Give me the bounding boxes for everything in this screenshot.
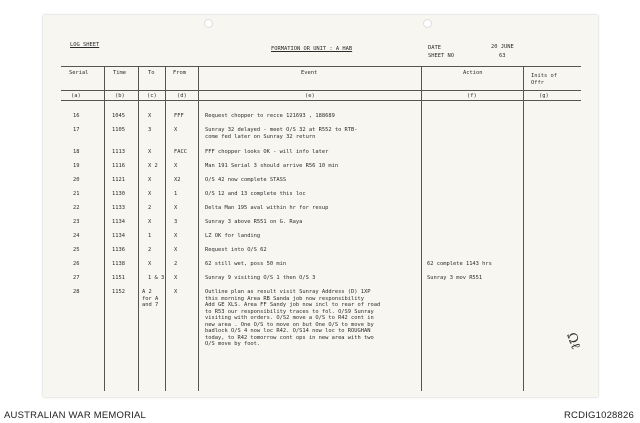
serial-cell: 27 [73,275,80,281]
log-sheet-page [43,15,598,397]
from-cell: X [174,289,178,295]
event-line: Add GE XLS. Area FF Sandy job now incl to rear of road [205,302,381,308]
serial-cell: 25 [73,247,80,253]
to-cell: X [148,177,152,183]
column-divider [523,66,524,391]
column-divider [104,66,105,391]
event-line: FFF chopper looks OK - will info later [205,149,329,155]
serial-cell: 21 [73,191,80,197]
time-cell: 1116 [112,163,125,169]
col-header-event: Event [301,70,318,76]
date-label: DATE [428,45,441,51]
col-letter: (c) [147,93,157,99]
event-line: to R53 our responsibility traces to fol. O/S9 Sunray [205,308,374,315]
serial-cell: 17 [73,127,80,133]
col-letter: (a) [71,93,81,99]
from-cell: FFF [174,113,184,119]
time-cell: 1113 [112,149,125,155]
col-header-inits: Inits of Offr [531,73,557,86]
footer-source: AUSTRALIAN WAR MEMORIAL [4,410,147,421]
serial-cell: 22 [73,205,80,211]
event-line: Sunray 9 visiting O/S 1 then O/S 3 [205,275,316,281]
time-cell: 1133 [112,205,125,211]
time-cell: 1136 [112,247,125,253]
to-cell: X 2 [148,163,158,169]
serial-cell: 20 [73,177,80,183]
time-cell: 1134 [112,219,125,225]
event-line: O/S 12 and 13 complete this loc [205,191,306,197]
event-line: today, to R42 tomorrow cont ops in new area with two [205,334,374,341]
col-header-action: Action [463,70,483,76]
from-cell: 2 [174,261,178,267]
serial-cell: 26 [73,261,80,267]
column-divider [421,66,422,391]
letters-bottom-rule [61,100,581,101]
action-cell: Sunray 3 mov R551 [427,275,483,281]
date-value: 20 JUNE [491,44,514,50]
to-cell: X [148,149,152,155]
to-cell: 1 & 3 [148,275,165,281]
event-line: Request into O/S 62 [205,247,267,253]
from-cell: FACC [174,149,187,155]
event-line: LZ OK for landing [205,233,261,239]
event-line: Outline plan as result visit Sunray Address (D) 1XP [205,289,371,295]
time-cell: 1130 [112,191,125,197]
event-line: Sunray 3 above R551 on G. Raya [205,219,303,225]
serial-cell: 18 [73,149,80,155]
to-cell: X [148,219,152,225]
col-header-time: Time [113,70,126,76]
event-line: Delta Man 195 aval within hr for resup [205,205,329,211]
event-line: Request chopper to recce 121693 , 188689 [205,113,335,119]
to-cell: 1 [148,233,152,239]
to-cell: 3 [148,127,152,133]
event-line: O/S move by foot. [205,341,261,347]
col-letter: (d) [177,93,187,99]
handwritten-initials: Ωℓ [563,330,583,352]
col-header-from: From [173,70,186,76]
to-cell: X [148,113,152,119]
event-line: visiting with orders. O/S2 move a O/S to R42 cont in [205,315,374,321]
to-cell: X [148,261,152,267]
from-cell: 1 [174,191,178,197]
sheet-no-label: SHEET NO [428,53,454,59]
event-line: Sunray 32 delayed - meet O/S 32 at R552 to RTB- [205,127,358,133]
column-divider [198,66,199,391]
from-cell: X [174,275,178,281]
to-cell: 2 [148,247,152,253]
time-cell: 1152 [112,289,125,295]
table-top-rule [61,66,581,67]
serial-cell: 16 [73,113,80,119]
col-letter: (e) [305,93,315,99]
from-cell: X [174,205,178,211]
to-cell: 2 [148,205,152,211]
sheet-title: LOG SHEET [70,42,100,48]
col-letter: (f) [467,93,477,99]
serial-cell: 19 [73,163,80,169]
time-cell: 1138 [112,261,125,267]
column-divider [138,66,139,391]
event-line: new area . One O/S to move on but One O/S to move by [205,321,374,328]
event-line: 62 still wet, poss 50 min [205,261,287,267]
punch-hole [204,19,213,28]
to-cell: X [148,191,152,197]
from-cell: X [174,233,178,239]
punch-hole [423,19,432,28]
col-header-to: To [148,70,155,76]
formation-label: FORMATION OR UNIT : A HAB [271,46,353,52]
sheet-no-value: 63 [499,53,506,59]
from-cell: X [174,163,178,169]
serial-cell: 23 [73,219,80,225]
column-divider [165,66,166,391]
col-letter: (g) [539,93,549,99]
event-line: Man 191 Serial 3 should arrive R56 10 min [205,163,339,169]
time-cell: 1045 [112,113,125,119]
event-line: come fed later on Sunray 32 return [205,133,316,140]
header-bottom-rule [61,90,581,91]
event-line: badlock O/S 4 now loc R42. O/S14 now loc to ROUGHAN [205,328,371,334]
event-line: O/S 42 now complete STASS [205,177,287,183]
event-line: this morning Area RB Sanda job now responsibility [205,295,365,302]
serial-cell: 24 [73,233,80,239]
time-cell: 1134 [112,233,125,239]
serial-cell: 28 [73,289,80,295]
to-cell: A 2 for A and 7 [142,289,159,308]
from-cell: X [174,127,178,133]
time-cell: 1121 [112,177,125,183]
col-header-serial: Serial [69,70,89,76]
from-cell: 3 [174,219,178,225]
from-cell: X2 [174,177,181,183]
from-cell: X [174,247,178,253]
col-letter: (b) [115,93,125,99]
footer-id: RCDIG1028826 [564,410,634,421]
time-cell: 1105 [112,127,125,133]
action-cell: 62 complete 1143 hrs [427,261,492,267]
time-cell: 1151 [112,275,125,281]
